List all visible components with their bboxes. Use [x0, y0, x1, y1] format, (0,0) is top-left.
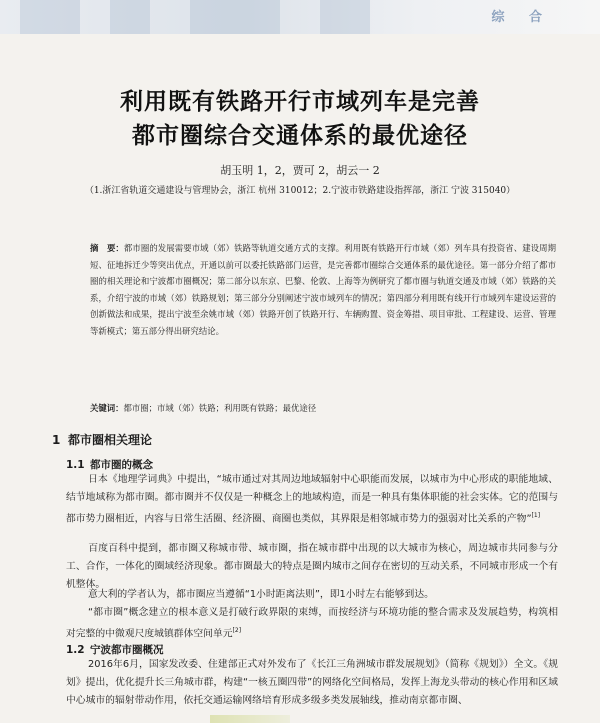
subsection-number: 1.1: [66, 459, 85, 471]
abstract-label: 摘 要：: [90, 243, 124, 253]
paragraph-4-text: “都市圈”概念建立的根本意义是打破行政界限的束缚，而按经济与环境功能的整合需求及发展趋势，构筑相对完整的中微观尺度城镇群体空间单元: [66, 607, 558, 640]
paragraph-1: [66, 471, 558, 528]
paragraph-2-text: 百度百科中提到，都市圈又称城市带、城市圈，指在城市群中出现的以大城市为核心，周边城市共同参与分工、合作，一体化的圈域经济现象。都市圈最大的特点是圈内城市之间存在密切的互动关系，不同城市形成一个有机整体。: [66, 543, 558, 590]
title-line-1: 利用既有铁路开行市域列车是完善: [120, 89, 480, 115]
subsection-title: 宁波都市圈概况: [90, 644, 164, 656]
abstract: [90, 240, 556, 340]
subsection-number: 1.2: [66, 644, 85, 656]
citation-2: [2]: [232, 627, 242, 634]
subsection-title: 都市圈的概念: [90, 459, 153, 471]
paragraph-4: [66, 604, 558, 643]
header-banner: [0, 0, 600, 34]
section-heading-1: [52, 431, 152, 448]
paragraph-5-text: 2016年6月，国家发改委、住建部正式对外发布了《长江三角洲城市群发展规划》（简称《规划》）全文。《规划》提出，优化提升长三角城市群，构建“一核五圈四带”的网络化空间格局，发挥上海龙头带动的核心作用和区域中心城市的辐射带动作用，依托交通运输网络培育形成多级多类发展轴线，推动南京都市圈、: [66, 659, 558, 706]
paragraph-1-text: 日本《地理学词典》中提出，“城市通过对其周边地域辐射中心职能而发展，以城市为中心形成的职能地域、结节地域称为都市圈。都市圈并不仅仅是一种概念上的地域构造，而是一种具有集体职能的社会实体。它的范围与都市势力圈相近，内容与日常生活圈、经济圈、商圈也类似，其界限是相邻城市势力的强弱对比关系的产物”: [66, 474, 558, 525]
keywords: [90, 402, 556, 414]
citation-1: [1]: [531, 512, 541, 519]
subsection-heading-1-1: [66, 457, 153, 472]
abstract-text: 都市圈的发展需要市域（郊）铁路等轨道交通方式的支撑。利用既有铁路开行市域（郊）列车具有投资省、建设周期短、征地拆迁少等突出优点，开通以前可以委托铁路部门运营，是完善都市圈综合交通体系的最优途径。第一部分介绍了都市圈的相关理论和宁波都市圈概况；第二部分以东京、巴黎、伦敦、上海等为例研究了都市圈与轨道交通及市域（郊）铁路的关系，介绍宁波的市域（郊）铁路规划；第三部分分别阐述宁波市域列车的情况；第四部分利用既有线开行市域列车建设运营的创新做法和成果，提出宁波至余姚市域（郊）铁路开创了铁路开行、车辆购置、资金筹措、项目审批、工程建设、运营、管理等新模式；第五部分得出研究结论。: [90, 243, 557, 336]
authors: 胡玉明 1，2，贾可 2，胡云一 2: [220, 164, 380, 177]
section-tag: 综 合: [491, 10, 552, 25]
affiliation: （1.浙江省轨道交通建设与管理协会，浙江 杭州 310012；2.宁波市铁路建设指挥部，浙江 宁波 315040）: [84, 186, 516, 196]
paragraph-5: [66, 656, 558, 710]
section-number: 1: [52, 433, 61, 447]
keywords-label: 关键词：: [90, 403, 124, 413]
subsection-heading-1-2: [66, 642, 164, 657]
section-title: 都市圈相关理论: [68, 433, 153, 447]
title-line-2: 都市圈综合交通体系的最优途径: [132, 123, 468, 149]
paragraph-3-text: 意大利的学者认为，都市圈应当遵循“1小时距离法则”，即1小时左右能够到达。: [88, 589, 434, 600]
paragraph-3: [66, 586, 558, 604]
keywords-text: 都市圈；市域（郊）铁路；利用既有铁路；最优途径: [123, 403, 317, 413]
footer-decoration: [210, 715, 290, 723]
